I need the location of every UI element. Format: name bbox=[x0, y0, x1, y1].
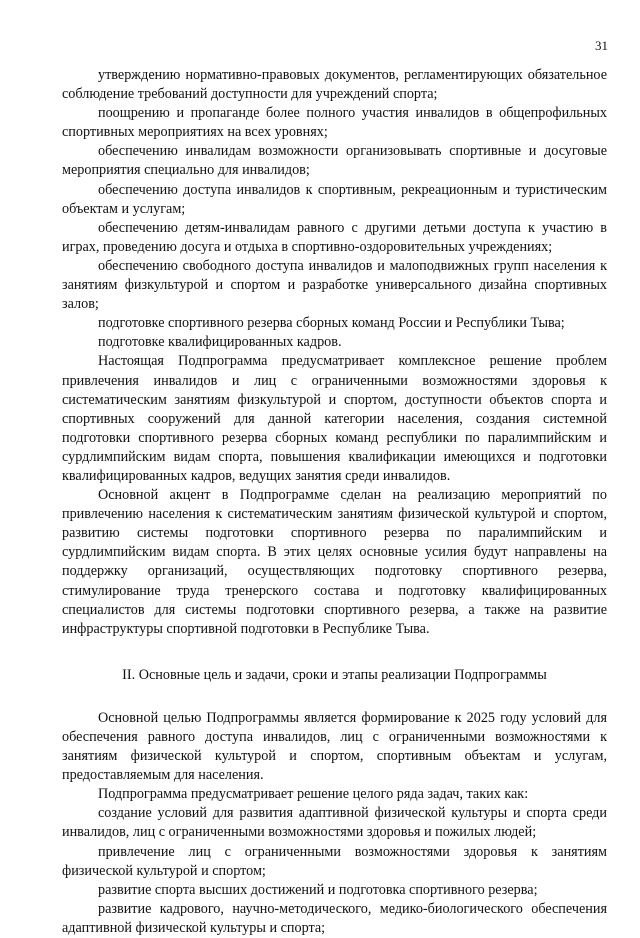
paragraph: Настоящая Подпрограмма предусматривает комплексное решение проблем привлечения инвалидов и лиц с ограниченными возможностями здоровья к систематическим занятиям физкультурой и спортом, доступности объектов спорта и спортивных сооружений для данной категории населения, создания системной подготовки спортивного резерва сборных команд республики по паралимпийским и сурдлимпийским видам спорта, повышения квалификации имеющихся и подготовки квалифицированных кадров, ведущих занятия среди инвалидов. bbox=[62, 353, 607, 484]
paragraph: Основной акцент в Подпрограмме сделан на реализацию мероприятий по привлечению населения к систематическим занятиям физической культурой и спортом, развитию системы подготовки спортивного резерва по паралимпийским и сурдлимпийским видам спорта. В этих целях основные усилия будут направлены на поддержку организаций, осуществляющих подготовку спортивного резерва, стимулирование труда тренерского состава и подготовку квалифицированных специалистов для системы подготовки спортивного резерва, а также на развитие инфраструктуры спортивной подготовки в Республике Тыва. bbox=[62, 487, 607, 637]
paragraph: развитие кадрового, научно-методического, медико-биологического обеспечения адаптивной физической культуры и спорта; bbox=[62, 900, 607, 936]
paragraph: подготовке квалифицированных кадров. bbox=[98, 334, 342, 351]
paragraph: Подпрограмма предусматривает решение целого ряда задач, таких как: bbox=[98, 786, 529, 803]
paragraph: создание условий для развития адаптивной физической культуры и спорта среди инвалидов, лиц с ограниченными возможностями здоровья и пожилых людей; bbox=[62, 805, 607, 841]
paragraph: обеспечению свободного доступа инвалидов и малоподвижных групп населения к занятиям физкультурой и спортом и разработке универсального дизайна спортивных залов; bbox=[62, 257, 607, 313]
paragraph: обеспечению инвалидам возможности организовывать спортивные и досуговые мероприятия специально для инвалидов; bbox=[62, 143, 607, 179]
paragraph: поощрению и пропаганде более полного участия инвалидов в общепрофильных спортивных мероприятиях на всех уровнях; bbox=[62, 105, 607, 141]
paragraph: обеспечению доступа инвалидов к спортивным, рекреационным и туристическим объектам и услугам; bbox=[62, 181, 607, 217]
paragraph: развитие спорта высших достижений и подготовка спортивного резерва; bbox=[98, 881, 538, 898]
document-body bbox=[62, 66, 607, 938]
page-number: 31 bbox=[595, 38, 608, 53]
paragraph: подготовке спортивного резерва сборных команд России и Республики Тыва; bbox=[98, 315, 565, 332]
section-heading: II. Основные цель и задачи, сроки и этапы реализации Подпрограммы bbox=[122, 666, 547, 683]
paragraph: Основной целью Подпрограммы является формирование к 2025 году условий для обеспечения равного доступа инвалидов, лиц с ограниченными возможностями к занятиям физической культурой и спортом, спортивным объектам и услугам, предоставляемым для населения. bbox=[62, 709, 607, 784]
paragraph: утверждению нормативно-правовых документов, регламентирующих обязательное соблюдение требований доступности для учреждений спорта; bbox=[62, 67, 607, 103]
paragraph: обеспечению детям-инвалидам равного с другими детьми доступа к участию в играх, проведению досуга и отдыха в спортивно-оздоровительных учреждениях; bbox=[62, 219, 607, 255]
paragraph: привлечение лиц с ограниченными возможностями здоровья к занятиям физической культурой и спортом; bbox=[62, 843, 607, 879]
